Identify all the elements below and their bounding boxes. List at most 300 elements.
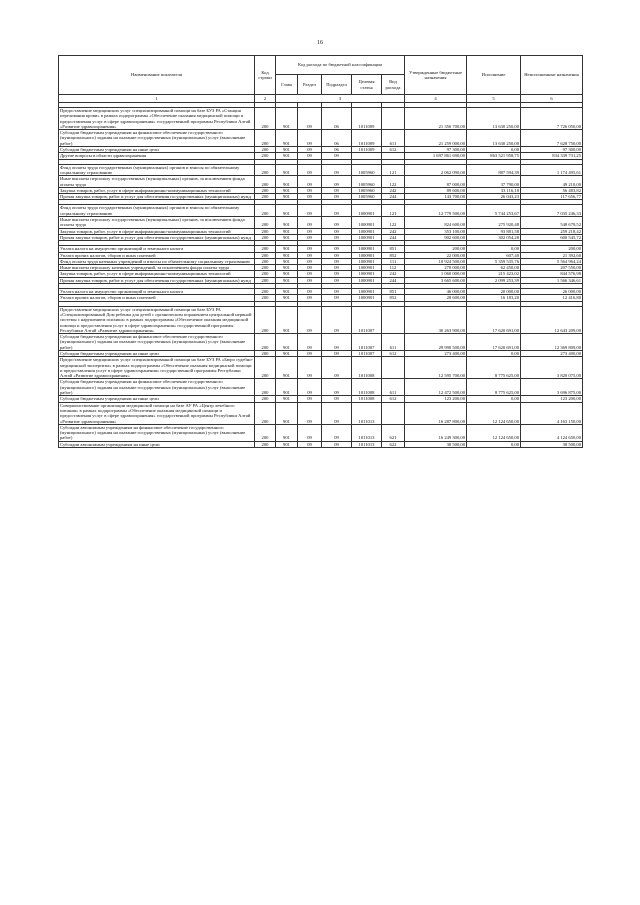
row-name: Иные выплаты персоналу государственных (муниципальных) органов, за исключением фонда оплаты труда [59, 217, 255, 229]
row-target: 1000901 [352, 295, 382, 301]
row-glava: 901 [276, 234, 298, 240]
row-unexecuted: 600 545,72 [521, 234, 583, 240]
row-executed: 2 099 253,39 [467, 277, 521, 283]
row-name: Фонд оплаты труда государственных (муниципальных) органов и взносы по обязательному социальному страхованию [59, 205, 255, 217]
row-unexecuted: 3 696 875,00 [521, 379, 583, 396]
row-approved: 270 000,00 [405, 265, 467, 271]
row-glava: 901 [276, 277, 298, 283]
row-podrazdel: 09 [322, 164, 352, 176]
row-glava: 901 [276, 228, 298, 234]
row-expense-type: 121 [382, 205, 405, 217]
row-expense-type: 852 [382, 295, 405, 301]
row-expense-type: 122 [382, 217, 405, 229]
row-approved: 1 697 861 690,00 [405, 153, 467, 159]
row-code: 200 [255, 334, 276, 351]
row-glava: 901 [276, 205, 298, 217]
table-row [59, 108, 583, 130]
row-glava: 901 [276, 289, 298, 295]
row-target: 1000901 [352, 228, 382, 234]
table-row [59, 164, 583, 176]
row-razdel: 09 [298, 441, 322, 447]
row-podrazdel: 09 [322, 277, 352, 283]
header-expense-type: Вид расхода [382, 75, 405, 95]
row-name: Прочая закупка товаров, работ и услуг для обеспечения государственных (муниципальных) нужд [59, 194, 255, 200]
row-razdel: 09 [298, 402, 322, 424]
row-podrazdel: 09 [322, 153, 352, 159]
row-executed: 0,00 [467, 147, 521, 153]
row-target: 1000901 [352, 217, 382, 229]
column-number: 1 [59, 95, 255, 103]
row-executed: 17 620 691,00 [467, 334, 521, 351]
row-glava: 901 [276, 295, 298, 301]
row-unexecuted: 49 210,00 [521, 176, 583, 188]
row-executed: 33 116,18 [467, 187, 521, 193]
row-expense-type: 244 [382, 194, 405, 200]
row-razdel: 09 [298, 265, 322, 271]
row-glava: 901 [276, 357, 298, 379]
row-executed: 13 630 250,00 [467, 130, 521, 147]
row-target: 1000901 [352, 277, 382, 283]
row-unexecuted: 12 643 209,00 [521, 306, 583, 333]
row-glava: 901 [276, 147, 298, 153]
row-name: Фонд оплаты труда казенных учреждений и взносы по обязательному социальному страхованию [59, 258, 255, 264]
row-approved: 21 259 000,00 [405, 130, 467, 147]
row-glava: 901 [276, 194, 298, 200]
row-expense-type: 244 [382, 277, 405, 283]
row-approved: 12 779 500,00 [405, 205, 467, 217]
row-podrazdel: 09 [322, 228, 352, 234]
row-expense-type [382, 306, 405, 333]
row-podrazdel: 06 [322, 147, 352, 153]
table-row [59, 217, 583, 229]
row-executed: 275 920,48 [467, 217, 521, 229]
row-unexecuted: 273 400,00 [521, 350, 583, 356]
row-razdel: 09 [298, 289, 322, 295]
row-name: Фонд оплаты труда государственных (муниципальных) органов и взносы по обязательному социальному страхованию [59, 164, 255, 176]
row-executed: 12 124 650,00 [467, 424, 521, 441]
row-expense-type: 611 [382, 334, 405, 351]
row-target: 1011008 [352, 396, 382, 402]
column-number: 6 [521, 95, 583, 103]
row-razdel: 09 [298, 187, 322, 193]
row-approved: 87 000,00 [405, 176, 467, 188]
row-target: 1011009 [352, 130, 382, 147]
row-name: Закупка товаров, работ, услуг в сфере информационно-коммуникационных технологий [59, 187, 255, 193]
column-number: 2 [255, 95, 276, 103]
row-unexecuted: 7 726 050,00 [521, 108, 583, 130]
row-unexecuted: 117 656,77 [521, 194, 583, 200]
row-executed: 8 775 625,00 [467, 357, 521, 379]
row-code: 200 [255, 306, 276, 333]
row-approved: 29 990 500,00 [405, 334, 467, 351]
row-podrazdel: 09 [322, 441, 352, 447]
row-unexecuted: 200,00 [521, 246, 583, 252]
row-unexecuted: 97 300,00 [521, 147, 583, 153]
row-expense-type: 851 [382, 289, 405, 295]
row-razdel: 09 [298, 277, 322, 283]
header-name: Наименование показателя [59, 56, 255, 95]
table-row [59, 402, 583, 424]
row-executed: 93 881,58 [467, 228, 521, 234]
header-podrazdel: Подраздел [322, 75, 352, 95]
row-executed: 13 630 250,00 [467, 108, 521, 130]
row-approved: 1 060 000,00 [405, 271, 467, 277]
row-expense-type: 612 [382, 396, 405, 402]
row-name: Совершенствование организации медицинской помощи на базе АУ РА «Центр лечебного питания» в рамках подпрограммы «Обеспечение оказания медицинской помощи и предоставления услуг в сфере здравоохранения» государственной программы Республики Алтай «Развитие здравоохранения» [59, 402, 255, 424]
row-expense-type: 621 [382, 424, 405, 441]
row-code: 200 [255, 271, 276, 277]
row-expense-type: 612 [382, 350, 405, 356]
row-code: 200 [255, 289, 276, 295]
row-glava: 901 [276, 258, 298, 264]
row-target: 1011007 [352, 306, 382, 333]
row-code: 200 [255, 295, 276, 301]
row-approved: 89 600,00 [405, 187, 467, 193]
row-name: Субсидии бюджетным учреждениям на финансовое обеспечение государственного (муниципального) задания на оказание государственных (муниципальных) услуг (выполнение работ) [59, 334, 255, 351]
row-unexecuted: 12 369 809,00 [521, 334, 583, 351]
row-glava: 901 [276, 130, 298, 147]
row-target: 1011007 [352, 334, 382, 351]
row-unexecuted: 38 500,00 [521, 441, 583, 447]
table-row [59, 130, 583, 147]
row-razdel: 09 [298, 306, 322, 333]
row-name: Субсидии бюджетным учреждениям на иные цели [59, 147, 255, 153]
row-executed: 20 000,00 [467, 289, 521, 295]
row-target: 1011008 [352, 379, 382, 396]
row-code: 200 [255, 402, 276, 424]
row-razdel: 09 [298, 205, 322, 217]
row-code: 200 [255, 277, 276, 283]
row-podrazdel: 09 [322, 234, 352, 240]
row-executed: 5 744 253,67 [467, 205, 521, 217]
row-code: 200 [255, 424, 276, 441]
row-razdel: 09 [298, 164, 322, 176]
row-glava: 901 [276, 271, 298, 277]
row-razdel: 09 [298, 396, 322, 402]
row-target: 1000901 [352, 258, 382, 264]
row-podrazdel: 09 [322, 265, 352, 271]
table-body [59, 103, 583, 448]
row-approved: 97 300,00 [405, 147, 467, 153]
row-executed: 62 450,00 [467, 265, 521, 271]
row-target: 1000901 [352, 234, 382, 240]
row-unexecuted: 834 339 731,25 [521, 153, 583, 159]
row-razdel: 09 [298, 234, 322, 240]
row-executed: 26 043,23 [467, 194, 521, 200]
row-podrazdel: 09 [322, 396, 352, 402]
row-code: 200 [255, 252, 276, 258]
row-razdel: 09 [298, 217, 322, 229]
row-razdel: 09 [298, 271, 322, 277]
row-name: Субсидии бюджетным учреждениям на иные цели [59, 396, 255, 402]
row-podrazdel: 06 [322, 130, 352, 147]
row-code: 200 [255, 194, 276, 200]
row-expense-type [382, 402, 405, 424]
row-expense-type: 111 [382, 258, 405, 264]
row-glava: 901 [276, 396, 298, 402]
row-razdel: 09 [298, 228, 322, 234]
row-name: Иные выплаты персоналу государственных (муниципальных) органов, за исключением фонда оплаты труда [59, 176, 255, 188]
row-podrazdel: 09 [322, 252, 352, 258]
row-expense-type [382, 108, 405, 130]
row-name: Субсидии автономным учреждениям на иные цели [59, 441, 255, 447]
row-unexecuted: 3 820 075,00 [521, 357, 583, 379]
row-razdel: 09 [298, 295, 322, 301]
row-razdel: 09 [298, 424, 322, 441]
row-approved: 12 472 500,00 [405, 379, 467, 396]
row-unexecuted: 26 000,00 [521, 289, 583, 295]
row-unexecuted: 7 628 750,00 [521, 130, 583, 147]
row-code: 200 [255, 108, 276, 130]
row-executed: 863 521 958,75 [467, 153, 521, 159]
row-executed: 0,00 [467, 396, 521, 402]
row-approved: 273 400,00 [405, 350, 467, 356]
row-expense-type [382, 357, 405, 379]
header-executed: Исполнение [467, 56, 521, 95]
table-header [59, 56, 583, 103]
row-podrazdel: 09 [322, 194, 352, 200]
row-approved: 21 356 700,00 [405, 108, 467, 130]
row-code: 200 [255, 258, 276, 264]
row-name: Уплата налога на имущество организаций и земельного налога [59, 289, 255, 295]
column-number: 5 [467, 95, 521, 103]
row-razdel: 09 [298, 153, 322, 159]
row-approved: 10 924 500,00 [405, 258, 467, 264]
row-executed: 5 359 535,76 [467, 258, 521, 264]
row-target: 1011009 [352, 108, 382, 130]
row-glava: 901 [276, 164, 298, 176]
header-approved: Утвержденные бюджетные назначения [405, 56, 467, 95]
row-podrazdel: 09 [322, 271, 352, 277]
row-code: 200 [255, 130, 276, 147]
header-unexecuted: Неисполненные назначения [521, 56, 583, 95]
row-approved: 28 600,00 [405, 295, 467, 301]
row-code: 200 [255, 187, 276, 193]
table-row [59, 306, 583, 333]
row-name: Прочая закупка товаров, работ и услуг для обеспечения государственных (муниципальных) нужд [59, 277, 255, 283]
row-code: 200 [255, 234, 276, 240]
row-unexecuted: 4 124 650,00 [521, 424, 583, 441]
row-approved: 902 600,00 [405, 234, 467, 240]
row-unexecuted: 1 566 346,61 [521, 277, 583, 283]
row-unexecuted: 548 679,52 [521, 217, 583, 229]
row-glava: 901 [276, 402, 298, 424]
row-razdel: 09 [298, 258, 322, 264]
row-glava: 901 [276, 108, 298, 130]
row-target: 1005960 [352, 194, 382, 200]
row-podrazdel: 09 [322, 176, 352, 188]
row-podrazdel: 06 [322, 108, 352, 130]
row-name: Уплата налога на имущество организаций и земельного налога [59, 246, 255, 252]
row-approved: 2 062 090,00 [405, 164, 467, 176]
row-glava: 901 [276, 217, 298, 229]
row-podrazdel: 09 [322, 350, 352, 356]
row-code: 200 [255, 396, 276, 402]
row-expense-type: 851 [382, 246, 405, 252]
row-code: 200 [255, 357, 276, 379]
row-name: Субсидии бюджетным учреждениям на финансовое обеспечение государственного (муниципального) задания на оказание государственных (муниципальных) услуг (выполнение работ) [59, 130, 255, 147]
row-expense-type: 611 [382, 130, 405, 147]
row-code: 200 [255, 164, 276, 176]
row-unexecuted: 123 200,00 [521, 396, 583, 402]
row-podrazdel: 09 [322, 357, 352, 379]
header-classification: Код расхода по бюджетной классификации [276, 56, 405, 75]
row-razdel: 09 [298, 130, 322, 147]
row-razdel: 09 [298, 350, 322, 356]
row-approved: 143 700,00 [405, 194, 467, 200]
row-unexecuted: 5 564 964,24 [521, 258, 583, 264]
table-row [59, 205, 583, 217]
row-expense-type: 622 [382, 441, 405, 447]
table-row [59, 357, 583, 379]
row-code: 200 [255, 265, 276, 271]
row-expense-type: 121 [382, 164, 405, 176]
row-podrazdel: 09 [322, 187, 352, 193]
row-unexecuted: 259 218,42 [521, 228, 583, 234]
row-podrazdel: 09 [322, 295, 352, 301]
row-executed: 8 775 625,00 [467, 379, 521, 396]
row-unexecuted: 844 576,98 [521, 271, 583, 277]
row-podrazdel: 09 [322, 246, 352, 252]
header-glava: Глава [276, 75, 298, 95]
row-target: 1011013 [352, 441, 382, 447]
row-expense-type: 244 [382, 234, 405, 240]
row-expense-type: 242 [382, 187, 405, 193]
row-approved: 46 000,00 [405, 289, 467, 295]
row-code: 200 [255, 379, 276, 396]
row-target: 1011008 [352, 357, 382, 379]
row-razdel: 09 [298, 246, 322, 252]
row-razdel: 09 [298, 334, 322, 351]
row-target: 1000901 [352, 289, 382, 295]
row-podrazdel: 09 [322, 205, 352, 217]
row-expense-type: 112 [382, 265, 405, 271]
row-name: Иные выплаты персоналу казенных учреждений, за исключением фонда оплаты труда [59, 265, 255, 271]
row-executed: 37 790,00 [467, 176, 521, 188]
row-glava: 901 [276, 334, 298, 351]
row-executed: 17 620 691,00 [467, 306, 521, 333]
table-row [59, 441, 583, 447]
row-executed: 16 183,20 [467, 295, 521, 301]
row-glava: 901 [276, 424, 298, 441]
row-executed: 302 054,28 [467, 234, 521, 240]
row-code: 200 [255, 350, 276, 356]
row-podrazdel: 09 [322, 289, 352, 295]
row-glava: 901 [276, 306, 298, 333]
row-glava: 901 [276, 379, 298, 396]
row-target: 1011009 [352, 147, 382, 153]
row-approved: 200,00 [405, 246, 467, 252]
row-glava: 901 [276, 252, 298, 258]
row-razdel: 09 [298, 147, 322, 153]
row-unexecuted: 1 174 495,61 [521, 164, 583, 176]
row-approved: 123 200,00 [405, 396, 467, 402]
row-unexecuted: 4 163 150,00 [521, 402, 583, 424]
row-approved: 353 100,00 [405, 228, 467, 234]
row-razdel: 09 [298, 176, 322, 188]
header-razdel: Раздел [298, 75, 322, 95]
row-unexecuted: 56 483,82 [521, 187, 583, 193]
row-target: 1000901 [352, 252, 382, 258]
row-glava: 901 [276, 350, 298, 356]
row-name: Предоставление медицинских услуг специализированной помощи на базе БУЗ РА «Станция переливания крови» в рамках подпрограммы «Обеспечение оказания медицинской помощи и предоставления услуг в сфере здравоохранения» государственной программы Республики Алтай «Развитие здравоохранения» [59, 108, 255, 130]
row-expense-type: 242 [382, 271, 405, 277]
row-glava: 901 [276, 176, 298, 188]
row-code: 200 [255, 441, 276, 447]
row-approved: 3 665 600,00 [405, 277, 467, 283]
row-target: 1005960 [352, 187, 382, 193]
row-podrazdel: 09 [322, 334, 352, 351]
row-executed: 0,00 [467, 441, 521, 447]
page-number: 16 [317, 40, 323, 46]
row-approved: 824 600,00 [405, 217, 467, 229]
row-expense-type: 122 [382, 176, 405, 188]
row-executed: 12 124 650,00 [467, 402, 521, 424]
table-row [59, 176, 583, 188]
row-name: Субсидии автономным учреждениям на финансовое обеспечение государственного (муниципального) задания на оказание государственных (муниципальных) услуг (выполнение работ) [59, 424, 255, 441]
row-unexecuted: 7 035 246,33 [521, 205, 583, 217]
row-target: 1000901 [352, 246, 382, 252]
row-unexecuted: 207 550,00 [521, 265, 583, 271]
row-unexecuted: 12 416,80 [521, 295, 583, 301]
row-name: Другие вопросы в области здравоохранения [59, 153, 255, 159]
row-name: Прочая закупка товаров, работ и услуг для обеспечения государственных (муниципальных) нужд [59, 234, 255, 240]
row-glava: 901 [276, 187, 298, 193]
row-target: 1000901 [352, 265, 382, 271]
column-number: 3 [276, 95, 405, 103]
row-approved: 22 000,00 [405, 252, 467, 258]
row-expense-type: 242 [382, 228, 405, 234]
row-name: Закупка товаров, работ, услуг в сфере информационно-коммуникационных технологий [59, 271, 255, 277]
row-target: 1000901 [352, 205, 382, 217]
column-number: 4 [405, 95, 467, 103]
row-podrazdel: 09 [322, 424, 352, 441]
row-approved: 38 500,00 [405, 441, 467, 447]
row-executed: 0,00 [467, 350, 521, 356]
row-name: Предоставление медицинских услуг специализированной помощи на базе БУЗ РА «Специализированный Дом ребенка для детей с органическим поражением центральной нервной системы с нарушением психики» в рамках подпрограммы «Обеспечение оказания медицинской помощи и предоставления услуг в сфере здравоохранения» государственной программы Республики Алтай «Развитие здравоохранения» [59, 306, 255, 333]
row-code: 200 [255, 205, 276, 217]
row-glava: 901 [276, 246, 298, 252]
row-code: 200 [255, 153, 276, 159]
row-target: 1000901 [352, 271, 382, 277]
row-razdel: 09 [298, 357, 322, 379]
row-target: 1005960 [352, 176, 382, 188]
row-expense-type: 611 [382, 379, 405, 396]
row-approved: 16 249 300,00 [405, 424, 467, 441]
row-target: 1005960 [352, 164, 382, 176]
row-razdel: 09 [298, 252, 322, 258]
row-podrazdel: 09 [322, 402, 352, 424]
row-razdel: 09 [298, 108, 322, 130]
row-glava: 901 [276, 265, 298, 271]
row-expense-type: 612 [382, 147, 405, 153]
row-name: Уплата прочих налогов, сборов и иных платежей [59, 295, 255, 301]
table-row [59, 424, 583, 441]
row-expense-type: 852 [382, 252, 405, 258]
row-name: Уплата прочих налогов, сборов и иных платежей [59, 252, 255, 258]
row-podrazdel: 09 [322, 258, 352, 264]
row-podrazdel: 09 [322, 379, 352, 396]
row-target: 1011007 [352, 350, 382, 356]
row-code: 200 [255, 147, 276, 153]
row-code: 200 [255, 176, 276, 188]
table-row [59, 379, 583, 396]
header-target: Целевая статья [352, 75, 382, 95]
row-executed: 0,00 [467, 246, 521, 252]
row-podrazdel: 09 [322, 217, 352, 229]
row-podrazdel: 09 [322, 306, 352, 333]
row-unexecuted: 21 392,60 [521, 252, 583, 258]
